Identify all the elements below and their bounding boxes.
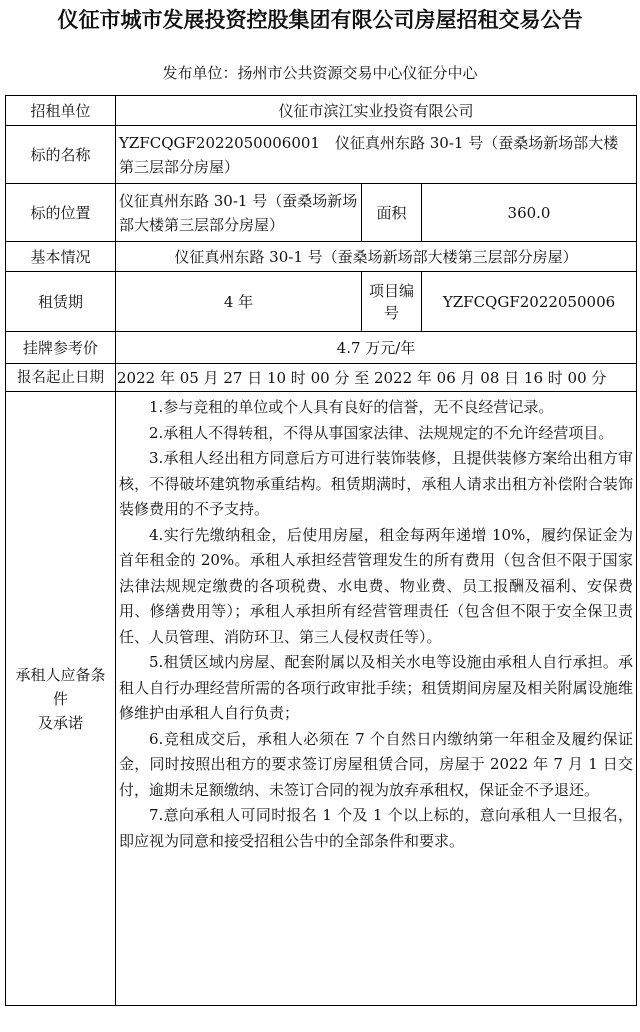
row-tender-unit	[6, 96, 637, 126]
lease-term-value: 4 年	[116, 272, 362, 332]
condition-item: 5.租赁区域内房屋、配套附属以及相关水电等设施由承租人自行承担。承租人自行办理经营所需的各项行政审批手续；租赁期间房屋及相关附属设施维修维护由承租人自行负责；	[119, 653, 634, 722]
lease-term-label: 租赁期	[6, 272, 116, 332]
condition-item: 2.承租人不得转租，不得从事国家法律、法规规定的不允许经营项目。	[149, 423, 614, 442]
subject-name-value: YZFCQGF2022050006001 仪征真州东路 30-1 号（蚕桑场新场部大楼第三层部分房屋）	[116, 126, 637, 184]
row-conditions	[6, 392, 637, 1006]
condition-item: 7.意向承租人可同时报名 1 个及 1 个以上标的，意向承租人一旦报名，即应视为同意和接受招租公告中的全部条件和要求。	[119, 806, 634, 850]
conditions-label-line2: 及承诺	[37, 713, 83, 732]
area-value: 360.0	[422, 184, 637, 242]
condition-item: 4.实行先缴纳租金，后使用房屋，租金每两年递增 10%，履约保证金为首年租金的 20%。承租人承担经营管理发生的所有费用（包含但不限于国家法律法规规定缴费的各项税费、水电费、物业费、员工报酬及福利、安保费用、修缮费用等）；承租人承担所有经营管理责任（包含但不限于安全保卫责任、人员管理、消防环卫、第三人侵权责任等）。	[119, 525, 634, 646]
publisher-line: 发布单位：扬州市公共资源交易中心仪征分中心	[162, 64, 478, 82]
project-no-label: 项目编号	[362, 272, 422, 332]
tender-unit-value: 仪征市滨江实业投资有限公司	[116, 96, 637, 126]
row-subject-location	[6, 184, 637, 242]
basic-info-label: 基本情况	[6, 242, 116, 272]
subject-location-value: 仪征真州东路 30-1 号（蚕桑场新场部大楼第三层部分房屋）	[116, 184, 362, 242]
reference-price-value: 4.7 万元/年	[116, 332, 637, 364]
condition-item: 3.承租人经出租方同意后方可进行装饰装修，且提供装修方案给出租方审核，不得破坏建筑物承重结构。租赁期满时，承租人请求出租方补偿附合装饰装修费用的不予支持。	[119, 449, 634, 518]
reference-price-label: 挂牌参考价	[6, 332, 116, 364]
row-registration-period	[6, 364, 637, 392]
conditions-label	[6, 392, 116, 1006]
tender-unit-label: 招租单位	[6, 96, 116, 126]
condition-item: 6.竞租成交后，承租人必须在 7 个自然日内缴纳第一年租金及履约保证金，同时按照出租方的要求签订房屋租赁合同，房屋于 2022 年 7 月 1 日交付，逾期未足额缴纳、未签订合同的视为放弃承租权，保证金不予退还。	[119, 729, 634, 799]
basic-info-value: 仪征真州东路 30-1 号（蚕桑场新场部大楼第三层部分房屋）	[116, 242, 637, 272]
subject-location-label: 标的位置	[6, 184, 116, 242]
row-basic-info	[6, 242, 637, 272]
condition-item: 1.参与竞租的单位或个人具有良好的信誉，无不良经营记录。	[149, 398, 554, 416]
conditions-list	[116, 392, 637, 1006]
row-lease-term	[6, 272, 637, 332]
row-reference-price	[6, 332, 637, 364]
row-subject-name	[6, 126, 637, 184]
project-no-value: YZFCQGF2022050006	[422, 272, 637, 332]
subject-name-label: 标的名称	[6, 126, 116, 184]
area-label: 面积	[362, 184, 422, 242]
notice-table	[5, 95, 637, 1006]
conditions-label-line1: 承租人应备条件	[15, 665, 106, 708]
registration-period-label: 报名起止日期	[6, 364, 116, 392]
registration-period-value: 2022 年 05 月 27 日 10 时 00 分 至 2022 年 06 月 08 日 16 时 00 分	[116, 364, 637, 392]
page-title: 仪征市城市发展投资控股集团有限公司房屋招租交易公告	[57, 8, 583, 32]
